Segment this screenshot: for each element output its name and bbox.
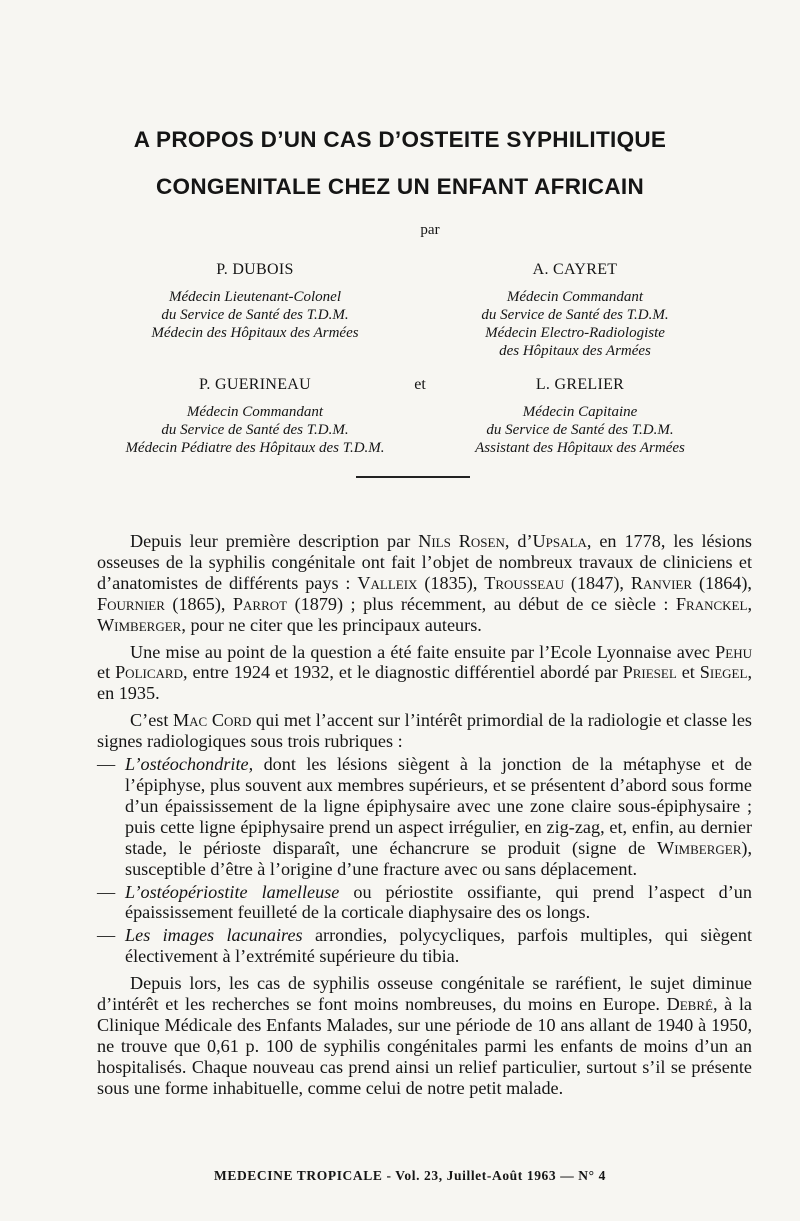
author-reference: Wimberger — [97, 614, 182, 635]
list-term: L’ostéopériostite lamelleuse — [125, 881, 340, 902]
author-affiliation: Assistant des Hôpitaux des Armées — [475, 440, 685, 456]
article-body — [97, 531, 752, 1099]
author-name: P. GUERINEAU — [198, 376, 312, 393]
author-cayret — [405, 261, 745, 360]
author-reference: Debré — [666, 994, 713, 1015]
author-reference: Ranvier — [630, 572, 693, 593]
author-affiliation: Médecin Commandant — [506, 289, 644, 305]
list-item-osteoperiostite: — L’ostéopériostite lamelleuse ou périostite ossifiante, qui prend l’aspect d’un épaississement feuilleté de la corticale diaphysaire des os longs. — [97, 881, 752, 923]
place-reference: Upsala — [532, 531, 587, 551]
author-affiliation: Médecin Electro-Radiologiste — [485, 325, 665, 341]
list-item-osteochondrite: — L’ostéochondrite, dont les lésions siègent à la jonction de la métaphyse et de l’épiphyse, plus souvent aux membres supérieurs, et se présentent d’abord sous forme d’un épaississement de la ligne épiphysaire avec une zone claire sous-épiphysaire ; puis cette ligne épiphysaire prend un aspect irrégulier, en zig-zag, et, enfin, au dernier stade, le périoste disparaît, une échancrure se produit (signe de Wimberger), susceptible d’être à l’origine d’une fracture avec ou sans déplacement. — [97, 754, 752, 879]
author-reference: Parrot — [232, 593, 288, 614]
article-title-line-2: CONGENITALE CHEZ UN ENFANT AFRICAIN — [156, 174, 644, 199]
author-affiliation: Médecin Pédiatre des Hôpitaux des T.D.M. — [125, 440, 385, 456]
list-term: Les images lacunaires — [125, 925, 303, 946]
author-affiliation: Médecin des Hôpitaux des Armées — [151, 325, 359, 341]
author-reference: Policard — [115, 662, 183, 683]
author-reference: Siegel — [699, 662, 748, 683]
author-reference: Wimberger — [657, 837, 742, 858]
author-reference: Trousseau — [484, 572, 564, 593]
list-dash: — — [97, 754, 116, 775]
author-affiliation: du Service de Santé des T.D.M. — [161, 422, 349, 438]
by-label: par — [420, 222, 440, 238]
author-guerineau — [70, 376, 440, 457]
paragraph-2: Une mise au point de la question a été faite ensuite par l’Ecole Lyonnaise avec Pehu et Policard, entre 1924 et 1932, et le diagnostic différentiel abordé par Priesel et Siegel, en 1935. — [97, 641, 752, 704]
author-reference: Franckel — [675, 593, 748, 614]
journal-footer: MEDECINE TROPICALE - Vol. 23, Juillet-Août 1963 — N° 4 — [214, 1168, 606, 1183]
author-dubois — [90, 261, 420, 342]
article-title-line-1: A PROPOS D’UN CAS D’OSTEITE SYPHILITIQUE — [133, 127, 667, 152]
author-reference: Mac Cord — [173, 710, 252, 731]
paragraph-4: Depuis lors, les cas de syphilis osseuse congénitale se raréfient, le sujet diminue d’intérêt et les recherches se font moins nombreuses, du moins en Europe. Debré, à la Clinique Médicale des Enfants Malades, sur une période de 10 ans allant de 1940 à 1950, ne trouve que 0,61 p. 100 de syphilis congénitales parmi les enfants de moins d’un an hospitalisés. Chaque nouveau cas prend ainsi un relief particulier, surtout s’il se présente sous une forme inhabituelle, comme celui de notre petit malade. — [97, 973, 752, 1098]
author-affiliation: Médecin Capitaine — [522, 404, 638, 420]
author-affiliation: du Service de Santé des T.D.M. — [161, 307, 349, 323]
author-affiliation: Médecin Lieutenant-Colonel — [168, 289, 342, 305]
list-dash: — — [97, 881, 116, 902]
author-affiliation: des Hôpitaux des Armées — [499, 343, 651, 359]
author-affiliation: Médecin Commandant — [186, 404, 324, 420]
and-label: et — [414, 376, 426, 393]
author-name: P. DUBOIS — [216, 261, 294, 278]
author-affiliation: du Service de Santé des T.D.M. — [481, 307, 669, 323]
section-divider — [356, 476, 470, 478]
author-name: L. GRELIER — [535, 376, 625, 393]
author-reference: Valleix — [357, 572, 418, 593]
paragraph-1: Depuis leur première description par Nils Rosen, d’Upsala, en 1778, les lésions osseuses de la syphilis congénitale ont fait l’objet de nombreux travaux de cliniciens et d’anatomistes de différents pays : Valleix (1835), Trousseau (1847), Ranvier (1864), Fournier (1865), Parrot (1879) ; plus récemment, au début de ce siècle : Franckel, Wimberger, pour ne citer que les principaux auteurs. — [97, 531, 752, 635]
list-item-images-lacunaires: — Les images lacunaires arrondies, polycycliques, parfois multiples, qui siègent électivement à l’extrémité supérieure du tibia. — [97, 925, 752, 967]
author-name: A. CAYRET — [532, 261, 618, 278]
author-reference: Priesel — [622, 662, 677, 683]
paragraph-3: C’est Mac Cord qui met l’accent sur l’intérêt primordial de la radiologie et classe les signes radiologiques sous trois rubriques : — [97, 710, 752, 752]
list-dash: — — [97, 925, 116, 946]
author-reference: Pehu — [715, 641, 752, 662]
author-reference: Fournier — [97, 593, 165, 614]
list-term: L’ostéochondrite, — [125, 754, 254, 775]
author-grelier — [410, 376, 750, 457]
author-reference: Nils Rosen — [418, 531, 505, 551]
author-affiliation: du Service de Santé des T.D.M. — [486, 422, 674, 438]
